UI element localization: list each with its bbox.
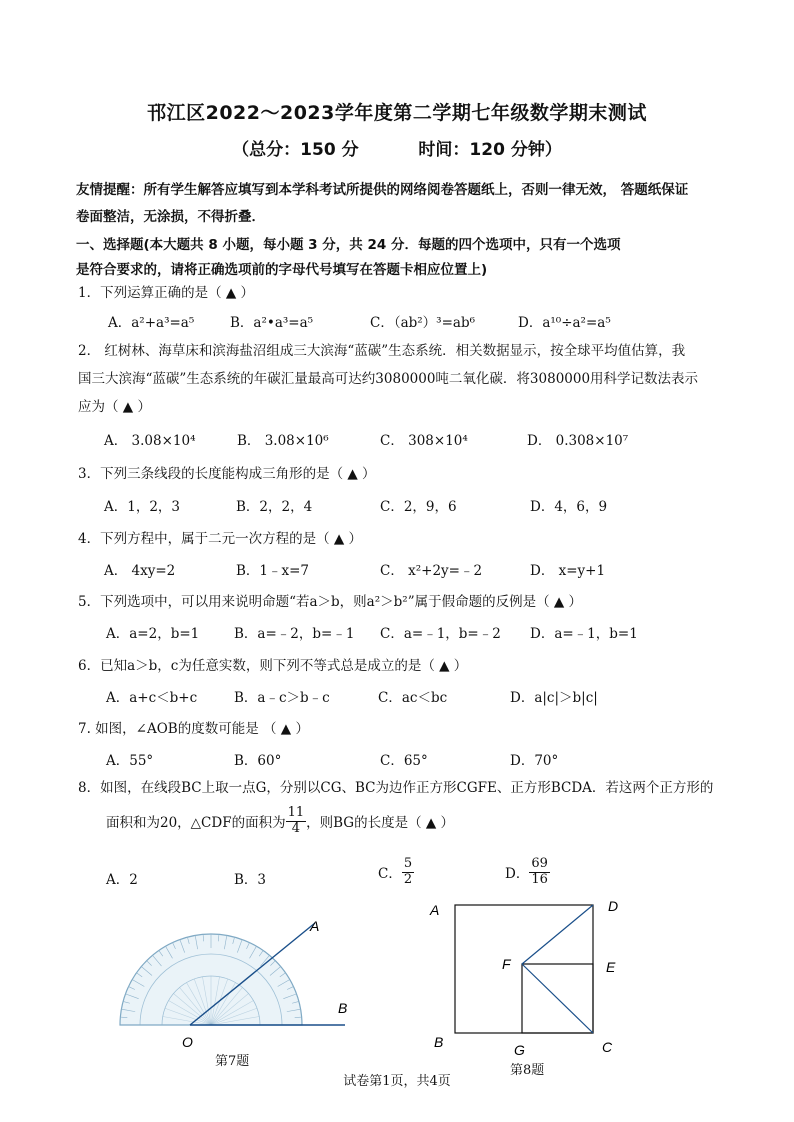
total-score: （总分：150 分 xyxy=(232,140,359,160)
segment-fd xyxy=(522,905,593,964)
q8-option-d-numerator: 69 xyxy=(531,856,548,871)
q5-option-a: A．a=2，b=1 xyxy=(106,626,200,642)
q8-option-c xyxy=(378,857,414,888)
q8-option-b: B．3 xyxy=(234,872,267,888)
q8-option-c-prefix: C． xyxy=(378,866,402,883)
q8-text-after-fraction: ，则BG的长度是（ ▲ ） xyxy=(306,815,455,832)
q3-option-b: B．2，2，4 xyxy=(236,499,313,515)
figure-8-caption: 第8题 xyxy=(510,1063,545,1078)
q2-option-c: C． 308×10⁴ xyxy=(380,433,468,449)
question-6-stem: 6．已知a＞b，c为任意实数，则下列不等式总是成立的是（ ▲ ） xyxy=(78,658,468,674)
exam-info xyxy=(0,135,794,160)
q8-fraction-denominator: 4 xyxy=(291,820,300,836)
fig8-label-e: E xyxy=(606,959,616,975)
fig8-label-a: A xyxy=(430,902,440,918)
q8-option-c-denominator: 2 xyxy=(403,871,413,887)
q1-option-c: C．（ab²）³=ab⁶ xyxy=(370,315,476,331)
question-4-stem: 4．下列方程中，属于二元一次方程的是（ ▲ ） xyxy=(78,531,363,547)
q6-option-d: D．a|c|＞b|c| xyxy=(510,690,598,706)
question-2-line-1: 2． 红树林、海草床和滨海盐沼组成三大滨海“蓝碳”生态系统．相关数据显示，按全球平均值估算，我 xyxy=(78,343,686,359)
q3-option-a: A．1，2，3 xyxy=(104,499,181,515)
question-5-stem: 5．下列选项中，可以用来说明命题“若a＞b，则a²＞b²”属于假命题的反例是（ ▲ ） xyxy=(78,594,583,610)
question-2-line-3: 应为（ ▲ ） xyxy=(78,399,151,415)
question-1-stem: 1．下列运算正确的是（ ▲ ） xyxy=(78,285,255,301)
q1-option-b: B．a²•a³=a⁵ xyxy=(230,315,314,331)
label-a: A xyxy=(310,918,320,934)
q2-option-d: D． 0.308×10⁷ xyxy=(527,433,629,449)
protractor-body xyxy=(120,934,302,1025)
q7-option-b: B．60° xyxy=(234,753,282,769)
q4-option-d: D． x=y+1 xyxy=(530,563,606,579)
q5-option-c: C．a=﹣1，b=﹣2 xyxy=(380,626,501,642)
figure-8-squares xyxy=(420,895,630,1060)
square-bcda xyxy=(455,905,593,1033)
q4-option-a: A． 4xy=2 xyxy=(104,563,176,579)
q8-option-c-fraction xyxy=(402,857,414,888)
q5-option-d: D．a=﹣1，b=1 xyxy=(530,626,638,642)
label-b: B xyxy=(338,1000,348,1016)
q7-option-c: C．65° xyxy=(380,753,428,769)
fig8-label-d: D xyxy=(608,898,619,914)
notice-line-1: 友情提醒：所有学生解答应填写到本学科考试所提供的网络阅卷答题纸上，否则一律无效， 答题纸保证 xyxy=(76,182,689,198)
q6-option-b: B．a﹣c＞b﹣c xyxy=(234,690,330,706)
label-o: O xyxy=(182,1034,193,1050)
page-footer: 试卷第1页，共4页 xyxy=(343,1074,451,1089)
q1-option-a: A．a²+a³=a⁵ xyxy=(108,315,195,331)
q3-option-d: D．4，6，9 xyxy=(530,499,608,515)
q2-option-a: A． 3.08×10⁴ xyxy=(104,433,196,449)
q8-option-d-prefix: D． xyxy=(505,866,530,883)
q3-option-c: C．2，9，6 xyxy=(380,499,457,515)
notice-line-2: 卷面整洁，无涂损，不得折叠． xyxy=(76,209,265,225)
section-heading-line-1: 一、选择题(本大题共 8 小题，每小题 3 分，共 24 分．每题的四个选项中，只有一个选项 xyxy=(76,237,621,253)
q4-option-b: B．1﹣x=7 xyxy=(236,563,310,579)
q8-option-a: A．2 xyxy=(106,872,138,888)
question-7-stem: 7. 如图，∠AOB的度数可能是 （ ▲ ） xyxy=(78,721,309,737)
fig8-label-b: B xyxy=(434,1034,444,1050)
q2-option-b: B． 3.08×10⁶ xyxy=(237,433,329,449)
fig8-label-f: F xyxy=(502,956,511,972)
question-2-line-2: 国三大滨海“蓝碳”生态系统的年碳汇量最高可达约3080000吨二氧化碳．将3080000用科学记数法表示 xyxy=(78,371,699,387)
fig8-label-c: C xyxy=(602,1039,613,1055)
question-3-stem: 3．下列三条线段的长度能构成三角形的是（ ▲ ） xyxy=(78,466,376,482)
q8-option-d-fraction xyxy=(529,857,550,888)
question-8-line-2 xyxy=(106,806,454,837)
figure-7-caption: 第7题 xyxy=(215,1054,250,1069)
q8-fraction-numerator: 11 xyxy=(287,805,305,820)
q8-text-before-fraction: 面积和为20，△CDF的面积为 xyxy=(106,815,286,832)
q7-option-a: A．55° xyxy=(106,753,154,769)
q7-option-d: D．70° xyxy=(510,753,559,769)
q8-option-d-denominator: 16 xyxy=(531,871,548,887)
q6-option-c: C．ac＜bc xyxy=(378,690,448,706)
q6-option-a: A．a+c＜b+c xyxy=(106,690,198,706)
section-heading-line-2: 是符合要求的，请将正确选项前的字母代号填写在答题卡相应位置上) xyxy=(76,262,488,278)
q8-option-c-numerator: 5 xyxy=(403,856,413,871)
q8-option-d xyxy=(505,857,550,888)
q8-fraction xyxy=(286,806,307,837)
page-title: 邗江区2022～2023学年度第二学期七年级数学期末测试 xyxy=(147,102,647,124)
q4-option-c: C． x²+2y=﹣2 xyxy=(380,563,483,579)
q5-option-b: B．a=﹣2，b=﹣1 xyxy=(234,626,355,642)
fig8-label-g: G xyxy=(514,1042,525,1058)
segment-fc xyxy=(522,964,593,1033)
exam-time: 时间：120 分钟） xyxy=(418,140,562,160)
figure-7-protractor xyxy=(110,905,370,1055)
q1-option-d: D．a¹⁰÷a²=a⁵ xyxy=(518,315,611,331)
question-8-line-1: 8．如图，在线段BC上取一点G，分别以CG、BC为边作正方形CGFE、正方形BCDA．若这两个正方形的 xyxy=(78,780,714,796)
